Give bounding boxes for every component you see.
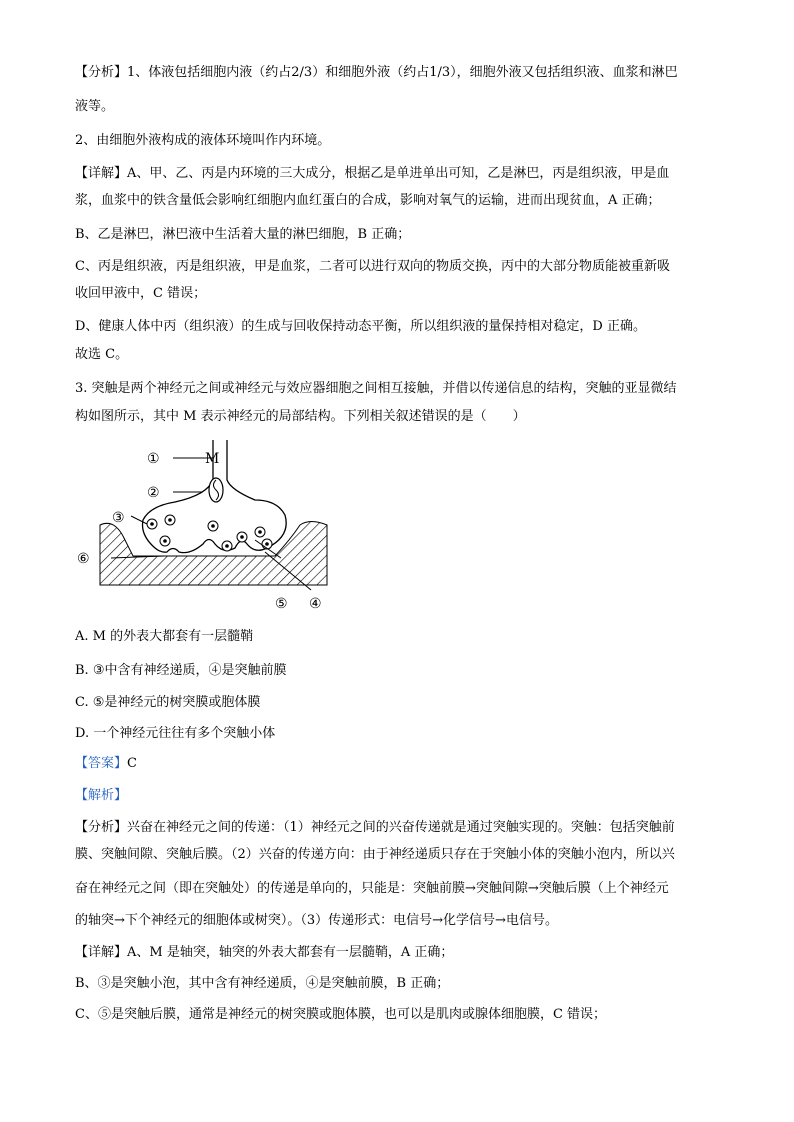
label-5: ⑤ bbox=[275, 596, 288, 612]
analysis-label: 【解析】 bbox=[75, 788, 128, 803]
option-d: D. 一个神经元往往有多个突触小体 bbox=[75, 726, 276, 741]
text-line: 膜、突触间隙、突触后膜。（2）兴奋的传递方向：由于神经递质只存在于突触小体的突触小泡内，所以兴 bbox=[75, 847, 675, 862]
question-stem: 构如图所示，其中 M 表示神经元的局部结构。下列相关叙述错误的是（ ） bbox=[75, 409, 526, 424]
text-line: 【分析】兴奋在神经元之间的传递：（1）神经元之间的兴奋传递就是通过突触实现的。突触：包括突触前 bbox=[75, 820, 675, 835]
text-line: 【详解】A、M 是轴突，轴突的外表大都套有一层髓鞘，A 正确； bbox=[75, 945, 454, 960]
text-line: B、③是突触小泡，其中含有神经递质，④是突触前膜，B 正确； bbox=[75, 976, 450, 991]
text-line: C、丙是组织液，丙是组织液，甲是血浆，二者可以进行双向的物质交换，丙中的大部分物质能被重新吸 bbox=[75, 259, 670, 274]
label-m: M bbox=[205, 451, 220, 467]
label-2: ② bbox=[147, 485, 160, 501]
text-line: 【分析】1、体液包括细胞内液（约占2/3）和细胞外液（约占1/3），细胞外液又包括组织液、血浆和淋巴 bbox=[75, 65, 678, 80]
text-line: 奋在神经元之间（即在突触处）的传递是单向的，只能是：突触前膜→突触间隙→突触后膜（上个神经元 bbox=[75, 881, 669, 896]
option-c: C. ⑤是神经元的树突膜或胞体膜 bbox=[75, 695, 261, 710]
question-stem: 3. 突触是两个神经元之间或神经元与效应器细胞之间相互接触，并借以传递信息的结构，突触的亚显微结 bbox=[75, 381, 677, 396]
answer-label: 【答案】 bbox=[75, 756, 128, 771]
option-a: A. M 的外表大都套有一层髓鞘 bbox=[75, 629, 254, 644]
label-1: ① bbox=[147, 451, 160, 467]
option-b: B. ③中含有神经递质，④是突触前膜 bbox=[75, 663, 287, 678]
text-line: 液等。 bbox=[75, 99, 115, 114]
text-line: D、健康人体中丙（组织液）的生成与回收保持动态平衡，所以组织液的量保持相对稳定，D 正确。 bbox=[75, 319, 646, 334]
text-line: 收回甲液中，C 错误； bbox=[75, 286, 207, 301]
answer-line bbox=[75, 755, 137, 773]
text-line: 2、由细胞外液构成的液体环境叫作内环境。 bbox=[75, 133, 331, 148]
text-line: 浆，血浆中的铁含量低会影响红细胞内血红蛋白的合成，影响对氧气的运输，进而出现贫血，A 正确； bbox=[75, 193, 661, 208]
synapse-diagram bbox=[77, 440, 335, 620]
label-4: ④ bbox=[309, 596, 322, 612]
text-line: 的轴突→下个神经元的细胞体或树突）。（3）传递形式：电信号→化学信号→电信号。 bbox=[75, 913, 558, 928]
text-line: 故选 C。 bbox=[75, 347, 129, 362]
text-line: B、乙是淋巴，淋巴液中生活着大量的淋巴细胞，B 正确； bbox=[75, 227, 411, 242]
text-line: 【详解】A、甲、乙、丙是内环境的三大成分，根据乙是单进单出可知，乙是淋巴，丙是组织液，甲是血 bbox=[75, 166, 670, 181]
answer-value: C bbox=[127, 756, 137, 771]
label-6: ⑥ bbox=[77, 551, 90, 567]
label-3: ③ bbox=[112, 510, 125, 526]
text-line: C、⑤是突触后膜，通常是神经元的树突膜或胞体膜，也可以是肌肉或腺体细胞膜，C 错误； bbox=[75, 1007, 607, 1022]
